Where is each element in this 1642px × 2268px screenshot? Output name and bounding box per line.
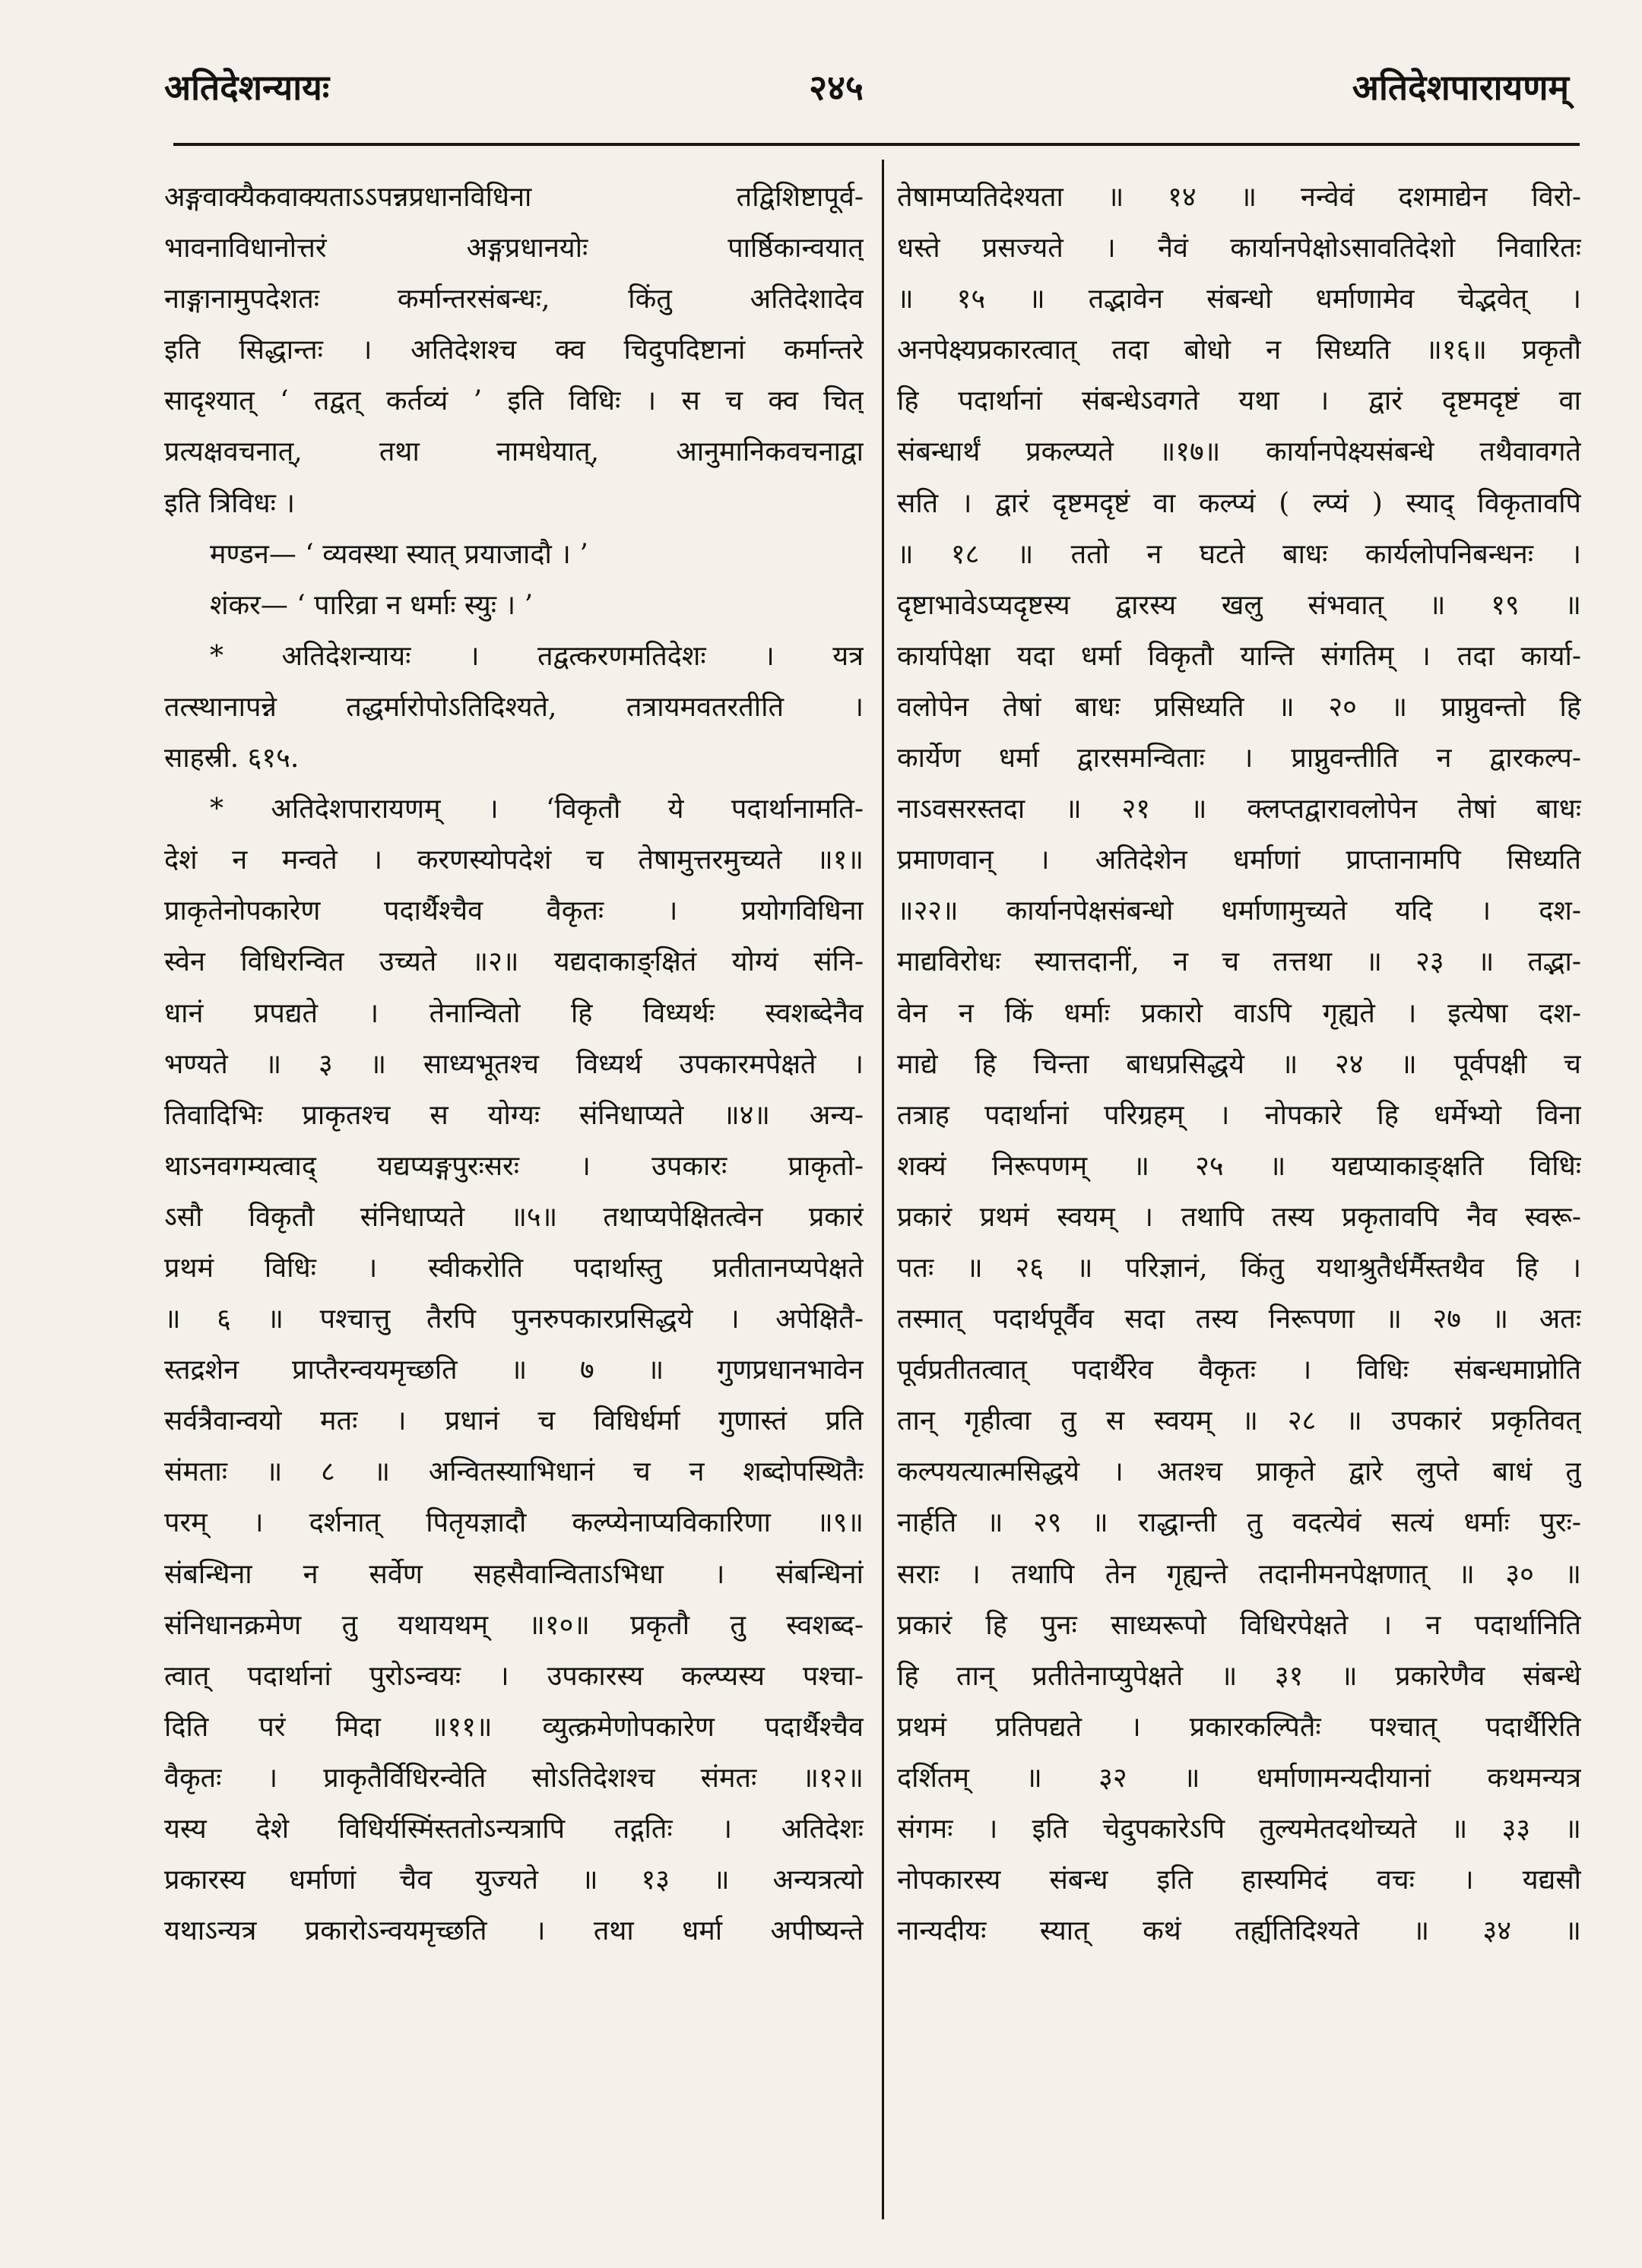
- text-line: संमताः ॥ ८ ॥ अन्वितस्याभिधानं च न शब्दोपस्थितैः: [164, 1456, 864, 1488]
- text-line: नान्यदीयः स्यात् कथं तर्ह्यतिदिश्यते ॥ ३४ ॥: [897, 1915, 1581, 1947]
- text-line: सर्वत्रैवान्वयो मतः । प्रधानं च विधिर्धर्मा गुणास्तं प्रति: [164, 1405, 864, 1437]
- text-line: परम् । दर्शनात् पितृयज्ञादौ कल्प्येनाप्यविकारिणा ॥९॥: [164, 1507, 864, 1539]
- text-line: धानं प्रपद्यते । तेनान्वितो हि विध्यर्थः स्वशब्देनैव: [164, 997, 864, 1029]
- text-line: तेषामप्यतिदेश्यता ॥ १४ ॥ नन्वेवं दशमाद्येन विरो-: [897, 182, 1581, 213]
- right-column: [897, 172, 1581, 1956]
- text-line: प्रकारं हि पुनः साध्यरूपो विधिरपेक्षते । न पदार्थानिति: [897, 1609, 1581, 1641]
- text-line: तान् गृहीत्वा तु स स्वयम् ॥ २८ ॥ उपकारं प्रकृतिवत्: [897, 1405, 1581, 1437]
- text-line: सादृश्यात् ‘ तद्वत् कर्तव्यं ’ इति विधिः । स च क्व चित्: [164, 385, 864, 417]
- text-line: सराः । तथापि तेन गृह्यन्ते तदानीमनपेक्षणात् ॥ ३० ॥: [897, 1558, 1581, 1590]
- text-line: नाऽवसरस्तदा ॥ २१ ॥ क्लप्तद्वारावलोपेन तेषां बाधः: [897, 793, 1581, 825]
- text-line: हि तान् प्रतीतेनाप्युपेक्षते ॥ ३१ ॥ प्रकारेणैव संबन्धे: [897, 1660, 1581, 1692]
- running-header-right: अतिदेशपारायणम्: [1352, 67, 1569, 108]
- text-line: संनिधानक्रमेण तु यथायथम् ॥१०॥ प्रकृतौ तु स्वशब्द-: [164, 1609, 864, 1641]
- text-line: नोपकारस्य संबन्ध इति हास्यमिदं वचः । यद्यसौ: [897, 1864, 1581, 1896]
- text-line: वलोपेन तेषां बाधः प्रसिध्यति ॥ २० ॥ प्राप्नुवन्तो हि: [897, 691, 1581, 723]
- text-line: इति सिद्धान्तः । अतिदेशश्च क्व चिदुपदिष्टानां कर्मान्तरे: [164, 334, 864, 366]
- text-line: इति त्रिविधः ।: [164, 487, 295, 519]
- text-line: माद्यविरोधः स्यात्तदानीं, न च तत्तथा ॥ २३ ॥ तद्भा-: [897, 946, 1581, 978]
- text-line: वेन न किं धर्माः प्रकारो वाऽपि गृह्यते । इत्येषा दश-: [897, 997, 1581, 1029]
- text-line: प्रमाणवान् । अतिदेशेन धर्माणां प्राप्तानामपि सिध्यति: [897, 844, 1581, 876]
- text-line: अङ्गवाक्यैकवाक्यताऽऽपन्नप्रधानविधिना तद्विशिष्टापूर्व-: [164, 182, 864, 213]
- text-line: दिति परं मिदा ॥११॥ व्युत्क्रमेणोपकारेण पदार्थैश्चैव: [164, 1711, 864, 1743]
- column-divider: [882, 160, 884, 2219]
- running-header-left: अतिदेशन्यायः: [164, 67, 330, 108]
- text-line: प्रत्यक्षवचनात्, तथा नामधेयात्, आनुमानिकवचनाद्वा: [164, 436, 864, 468]
- text-line: * अतिदेशन्यायः । तद्वत्करणमतिदेशः । यत्र: [210, 640, 864, 672]
- text-line: नार्हति ॥ २९ ॥ राद्धान्ती तु वदत्येवं सत्यं धर्माः पुरः-: [897, 1507, 1581, 1539]
- text-line: संबन्धिना न सर्वेण सहसैवान्विताऽभिधा । संबन्धिनां: [164, 1558, 864, 1590]
- text-line: वैकृतः । प्राकृतैर्विधिरन्वेति सोऽतिदेशश्च संमतः ॥१२॥: [164, 1762, 864, 1794]
- text-line: तिवादिभिः प्राकृतश्च स योग्यः संनिधाप्यते ॥४॥ अन्य-: [164, 1099, 864, 1131]
- text-line: प्रकारं प्रथमं स्वयम् । तथापि तस्य प्रकृतावपि नैव स्वरू-: [897, 1201, 1581, 1233]
- text-line: प्राकृतेनोपकारेण पदार्थैश्चैव वैकृतः । प्रयोगविधिना: [164, 895, 864, 927]
- text-line: यस्य देशे विधिर्यस्मिंस्ततोऽन्यत्रापि तद्गतिः । अतिदेशः: [164, 1813, 864, 1845]
- text-line: दर्शितम् ॥ ३२ ॥ धर्माणामन्यदीयानां कथमन्यत्र: [897, 1762, 1581, 1794]
- text-line: ॥ १८ ॥ ततो न घटते बाधः कार्यलोपनिबन्धनः ।: [897, 538, 1581, 570]
- text-line: भण्यते ॥ ३ ॥ साध्यभूतश्च विध्यर्थ उपकारमपेक्षते ।: [164, 1048, 864, 1080]
- text-line: हि पदार्थानां संबन्धेऽवगते यथा । द्वारं दृष्टमदृष्टं वा: [897, 385, 1581, 417]
- page-number: २४५: [809, 67, 864, 108]
- text-line: प्रकारस्य धर्माणां चैव युज्यते ॥ १३ ॥ अन्यत्रत्यो: [164, 1864, 864, 1896]
- text-line: तस्मात् पदार्थपूर्वैव सदा तस्य निरूपणा ॥ २७ ॥ अतः: [897, 1303, 1581, 1335]
- text-line: तत्राह पदार्थानां परिग्रहम् । नोपकारे हि धर्मेभ्यो विना: [897, 1099, 1581, 1131]
- text-line: शक्यं निरूपणम् ॥ २५ ॥ यद्यप्याकाङ्क्षति विधिः: [897, 1150, 1581, 1182]
- text-line: यथाऽन्यत्र प्रकारोऽन्वयमृच्छति । तथा धर्मा अपीष्यन्ते: [164, 1915, 864, 1947]
- text-line: ऽसौ विकृतौ संनिधाप्यते ॥५॥ तथाप्यपेक्षितत्वेन प्रकारं: [164, 1201, 864, 1233]
- text-line: सति । द्वारं दृष्टमदृष्टं वा कल्प्यं ( ल्प्यं ) स्याद् विकृतावपि: [897, 487, 1581, 519]
- header-rule: [173, 143, 1580, 146]
- text-line: प्रथमं प्रतिपद्यते । प्रकारकल्पितैः पश्चात् पदार्थैरिति: [897, 1711, 1581, 1743]
- text-line: पतः ॥ २६ ॥ परिज्ञानं, किंतु यथाश्रुतैर्धर्मैस्तथैव हि ।: [897, 1252, 1581, 1284]
- text-line: नाङ्गानामुपदेशतः कर्मान्तरसंबन्धः, किंतु अतिदेशादेव: [164, 284, 864, 315]
- text-line: धस्ते प्रसज्यते । नैवं कार्यानपेक्षोऽसावतिदेशो निवारितः: [897, 233, 1581, 264]
- text-line: मण्डन— ‘ व्यवस्था स्यात् प्रयाजादौ । ’: [210, 538, 588, 570]
- text-line: अनपेक्ष्यप्रकारत्वात् तदा बोधो न सिध्यति ॥१६॥ प्रकृतौ: [897, 334, 1581, 366]
- text-line: थाऽनवगम्यत्वाद् यद्यप्यङ्गपुरःसरः । उपकारः प्राकृतो-: [164, 1150, 864, 1182]
- left-column: [164, 172, 864, 1956]
- text-line: देशं न मन्वते । करणस्योपदेशं च तेषामुत्तरमुच्यते ॥१॥: [164, 844, 864, 876]
- text-line: दृष्टाभावेऽप्यदृष्टस्य द्वारस्य खलु संभवात् ॥ १९ ॥: [897, 589, 1581, 621]
- text-line: तत्स्थानापन्ने तद्धर्मारोपोऽतिदिश्यते, तत्रायमवतरतीति ।: [164, 691, 864, 723]
- text-line: कार्यापेक्षा यदा धर्मा विकृतौ यान्ति संगतिम् । तदा कार्या-: [897, 640, 1581, 672]
- text-line: ॥ १५ ॥ तद्भावेन संबन्धो धर्माणामेव चेद्भवेत् ।: [897, 284, 1581, 315]
- text-line: संगमः । इति चेदुपकारेऽपि तुल्यमेतदथोच्यते ॥ ३३ ॥: [897, 1813, 1581, 1845]
- text-line: शंकर— ‘ पारिव्रा न धर्माः स्युः । ’: [210, 589, 534, 621]
- text-line: संबन्धार्थं प्रकल्प्यते ॥१७॥ कार्यानपेक्ष्यसंबन्धे तथैवावगते: [897, 436, 1581, 468]
- text-line: ॥२२॥ कार्यानपेक्षसंबन्धो धर्माणामुच्यते यदि । दश-: [897, 895, 1581, 927]
- text-line: पूर्वप्रतीतत्वात् पदार्थैरेव वैकृतः । विधिः संबन्धमाप्नोति: [897, 1354, 1581, 1386]
- text-line: त्वात् पदार्थानां पुरोऽन्वयः । उपकारस्य कल्प्यस्य पश्चा-: [164, 1660, 864, 1692]
- text-line: साहस्री. ६१५.: [164, 743, 300, 774]
- text-line: स्तद्रशेन प्राप्तैरन्वयमृच्छति ॥ ७ ॥ गुणप्रधानभावेन: [164, 1354, 864, 1386]
- text-line: ॥ ६ ॥ पश्चात्तु तैरपि पुनरुपकारप्रसिद्धये । अपेक्षितै-: [164, 1303, 864, 1335]
- text-line: * अतिदेशपारायणम् । ‘विकृतौ ये पदार्थानामति-: [210, 793, 864, 825]
- text-line: कार्येण धर्मा द्वारसमन्विताः । प्राप्नुवन्तीति न द्वारकल्प-: [897, 743, 1581, 774]
- text-line: स्वेन विधिरन्वित उच्यते ॥२॥ यद्यदाकाङ्क्षितं योग्यं संनि-: [164, 946, 864, 978]
- text-line: प्रथमं विधिः । स्वीकरोति पदार्थास्तु प्रतीतानप्यपेक्षते: [164, 1252, 864, 1284]
- text-line: माद्ये हि चिन्ता बाधप्रसिद्धये ॥ २४ ॥ पूर्वपक्षी च: [897, 1048, 1581, 1080]
- text-line: कल्पयत्यात्मसिद्धये । अतश्च प्राकृते द्वारे लुप्ते बाधं तु: [897, 1456, 1581, 1488]
- text-line: भावनाविधानोत्तरं अङ्गप्रधानयोः पार्ष्ठिकान्वयात्: [164, 233, 864, 264]
